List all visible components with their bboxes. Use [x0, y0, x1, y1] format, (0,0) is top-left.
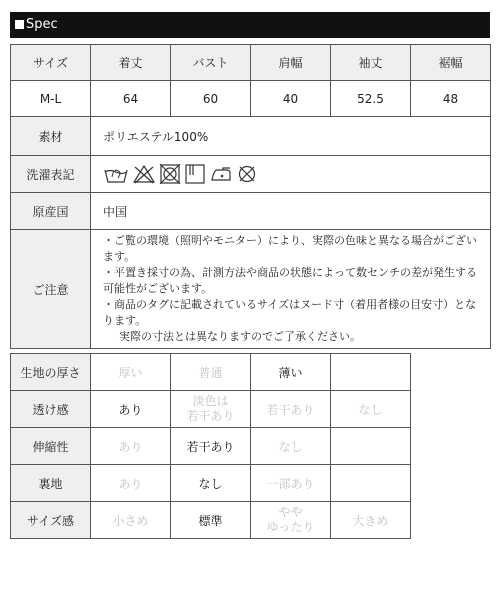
note-line: ・平置き採寸の為、計測方法や商品の状態によって数センチの差が発生する可能性がございます。	[103, 266, 477, 295]
size-header-cell: 裾幅	[411, 45, 491, 81]
size-header-row	[11, 45, 491, 81]
feel-option-cell: 淡色は 若干あり	[171, 391, 251, 428]
care-row	[11, 156, 491, 193]
hand-wash-icon	[103, 164, 129, 184]
feel-option-cell: あり	[91, 428, 171, 465]
origin-row	[11, 193, 491, 230]
size-value-cell: 60	[171, 81, 251, 117]
size-header-cell: 袖丈	[331, 45, 411, 81]
size-value-cell: M-L	[11, 81, 91, 117]
no-dry-clean-icon	[236, 164, 258, 184]
no-bleach-icon	[132, 164, 156, 184]
size-header-cell: 肩幅	[251, 45, 331, 81]
origin-label: 原産国	[11, 193, 91, 230]
feel-option-cell: 小さめ	[91, 502, 171, 539]
size-value-cell: 52.5	[331, 81, 411, 117]
care-label: 洗濯表記	[11, 156, 91, 193]
feel-row-label: サイズ感	[11, 502, 91, 539]
feel-row	[11, 502, 411, 539]
feel-row-label: 生地の厚さ	[11, 354, 91, 391]
feel-option-cell: 標準	[171, 502, 251, 539]
iron-low-icon	[209, 164, 233, 184]
feel-option-cell: あり	[91, 391, 171, 428]
notes-content	[91, 230, 491, 349]
feel-option-cell: あり	[91, 465, 171, 502]
feel-option-cell: 厚い	[91, 354, 171, 391]
note-line: ・ご覧の環境（照明やモニター）により、実際の色味と異なる場合がございます。	[103, 234, 477, 263]
feel-option-cell: 普通	[171, 354, 251, 391]
feel-option-cell	[331, 354, 411, 391]
material-label: 素材	[11, 117, 91, 156]
note-line: 実際の寸法とは異なりますのでご了承ください。	[119, 330, 361, 343]
spec-title: Spec	[26, 17, 58, 32]
size-header-cell: 着丈	[91, 45, 171, 81]
size-header-cell: サイズ	[11, 45, 91, 81]
feel-row-label: 透け感	[11, 391, 91, 428]
spec-header	[10, 12, 490, 38]
feel-option-cell	[331, 465, 411, 502]
fabric-feel-table	[10, 353, 411, 539]
material-value: ポリエステル100%	[91, 117, 491, 156]
size-table	[10, 44, 491, 117]
feel-option-cell: 一部あり	[251, 465, 331, 502]
feel-option-cell: 薄い	[251, 354, 331, 391]
info-table	[10, 116, 491, 349]
feel-option-cell: なし	[251, 428, 331, 465]
origin-value: 中国	[91, 193, 491, 230]
size-value-row	[11, 81, 491, 117]
size-value-cell: 64	[91, 81, 171, 117]
care-icons	[91, 156, 491, 193]
feel-row	[11, 428, 411, 465]
feel-row-label: 裏地	[11, 465, 91, 502]
notes-label: ご注意	[11, 230, 91, 349]
feel-option-cell: なし	[331, 391, 411, 428]
no-tumble-dry-icon	[159, 164, 181, 184]
feel-option-cell: やや ゆったり	[251, 502, 331, 539]
feel-row-label: 伸縮性	[11, 428, 91, 465]
feel-option-cell	[331, 428, 411, 465]
size-header-cell: バスト	[171, 45, 251, 81]
square-bullet-icon	[15, 20, 24, 29]
feel-row	[11, 354, 411, 391]
size-value-cell: 40	[251, 81, 331, 117]
feel-option-cell: 大きめ	[331, 502, 411, 539]
feel-option-cell: 若干あり	[171, 428, 251, 465]
note-line: ・商品のタグに記載されているサイズはヌード寸（着用者様の目安寸）となります。	[103, 298, 477, 327]
line-dry-icon	[184, 164, 206, 184]
feel-row	[11, 391, 411, 428]
feel-row	[11, 465, 411, 502]
material-row	[11, 117, 491, 156]
notes-row	[11, 230, 491, 349]
size-value-cell: 48	[411, 81, 491, 117]
feel-option-cell: なし	[171, 465, 251, 502]
feel-option-cell: 若干あり	[251, 391, 331, 428]
